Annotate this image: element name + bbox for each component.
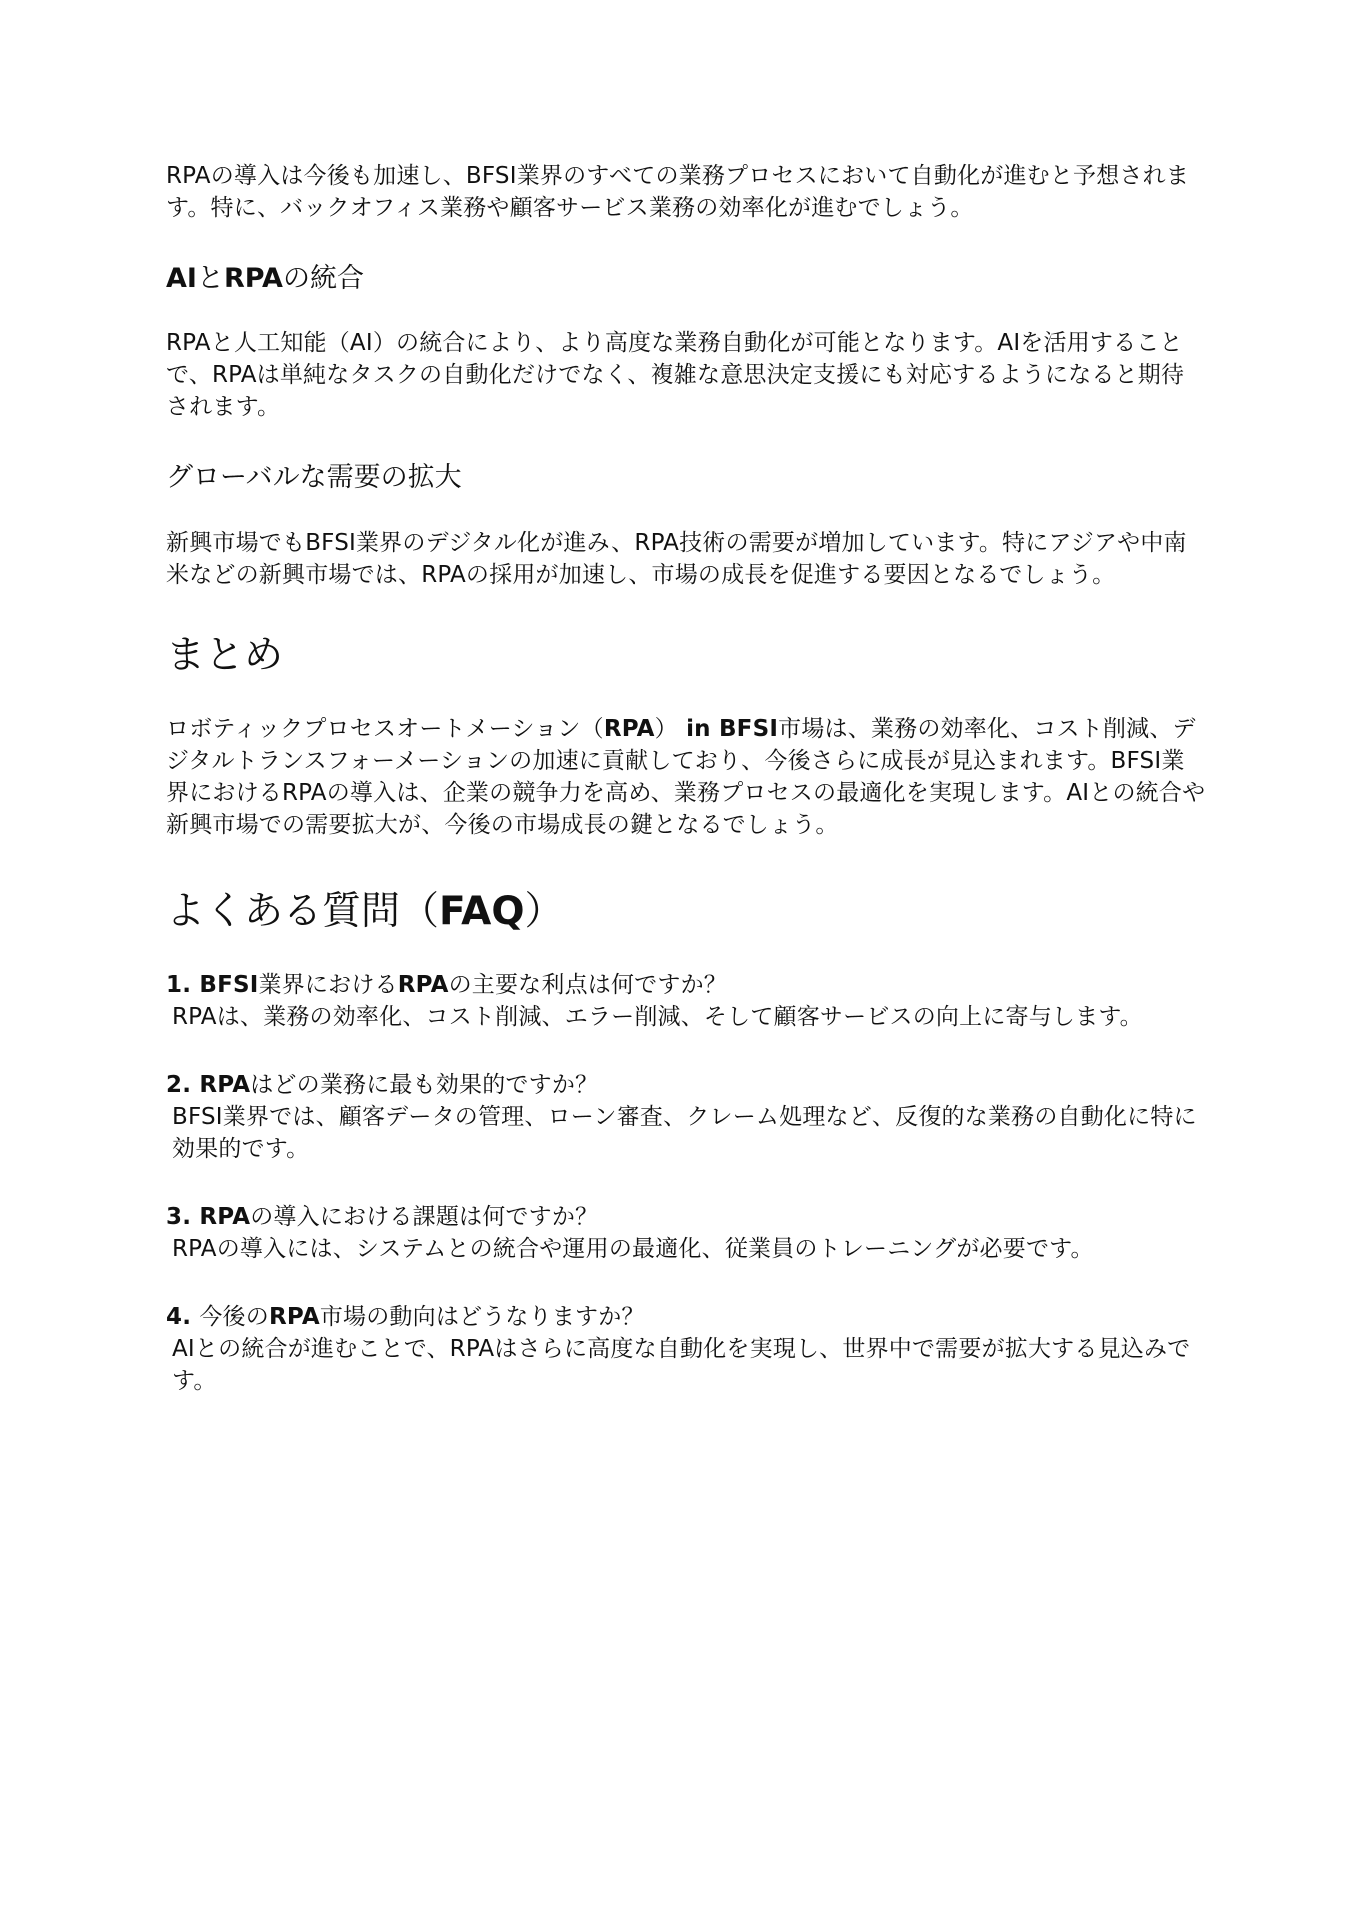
faq-item-3 xyxy=(166,1201,1206,1265)
global-demand-paragraph: 新興市場でもBFSI業界のデジタル化が進み、RPA技術の需要が増加しています。特にアジアや中南米などの新興市場では、RPAの採用が加速し、市場の成長を促進する要因となるでしょう。 xyxy=(166,530,1187,588)
faq-question: 1. BFSI業界におけるRPAの主要な利点は何ですか？ xyxy=(166,972,727,998)
faq-answer: BFSI業界では、顧客データの管理、ローン審査、クレーム処理など、反復的な業務の自動化に特に効果的です。 xyxy=(172,1104,1197,1162)
faq-question: 3. RPAの導入における課題は何ですか？ xyxy=(166,1204,599,1230)
ai-rpa-heading: AIとRPAの統合 xyxy=(166,263,364,294)
summary-paragraph: ロボティックプロセスオートメーション（RPA） in BFSI市場は、業務の効率化、コスト削減、デジタルトランスフォーメーションの加速に貢献しており、今後さらに成長が見込まれます。BFSI業界におけるRPAの導入は、企業の競争力を高め、業務プロセスの最適化を実現します。AIとの統合や新興市場での需要拡大が、今後の市場成長の鍵となるでしょう。 xyxy=(166,716,1206,838)
faq-item-2 xyxy=(166,1069,1206,1165)
summary-heading: まとめ xyxy=(166,633,284,678)
faq-answer: AIとの統合が進むことで、RPAはさらに高度な自動化を実現し、世界中で需要が拡大する見込みです。 xyxy=(172,1336,1191,1394)
faq-answer: RPAの導入には、システムとの統合や運用の最適化、従業員のトレーニングが必要です。 xyxy=(172,1236,1094,1262)
faq-item-1 xyxy=(166,969,1206,1033)
faq-heading: よくある質問（FAQ） xyxy=(166,889,564,934)
global-demand-heading: グローバルな需要の拡大 xyxy=(166,462,462,493)
ai-rpa-paragraph: RPAと人工知能（AI）の統合により、より高度な業務自動化が可能となります。AIを活用することで、RPAは単純なタスクの自動化だけでなく、複雑な意思決定支援にも対応するようになると期待されます。 xyxy=(166,330,1185,420)
intro-paragraph: RPAの導入は今後も加速し、BFSI業界のすべての業務プロセスにおいて自動化が進むと予想されます。特に、バックオフィス業務や顧客サービス業務の効率化が進むでしょう。 xyxy=(166,163,1190,221)
faq-question: 4. 今後のRPA市場の動向はどうなりますか？ xyxy=(166,1304,645,1330)
faq-answer: RPAは、業務の効率化、コスト削減、エラー削減、そして顧客サービスの向上に寄与します。 xyxy=(172,1004,1143,1030)
faq-question: 2. RPAはどの業務に最も効果的ですか？ xyxy=(166,1072,599,1098)
faq-item-4 xyxy=(166,1301,1206,1397)
